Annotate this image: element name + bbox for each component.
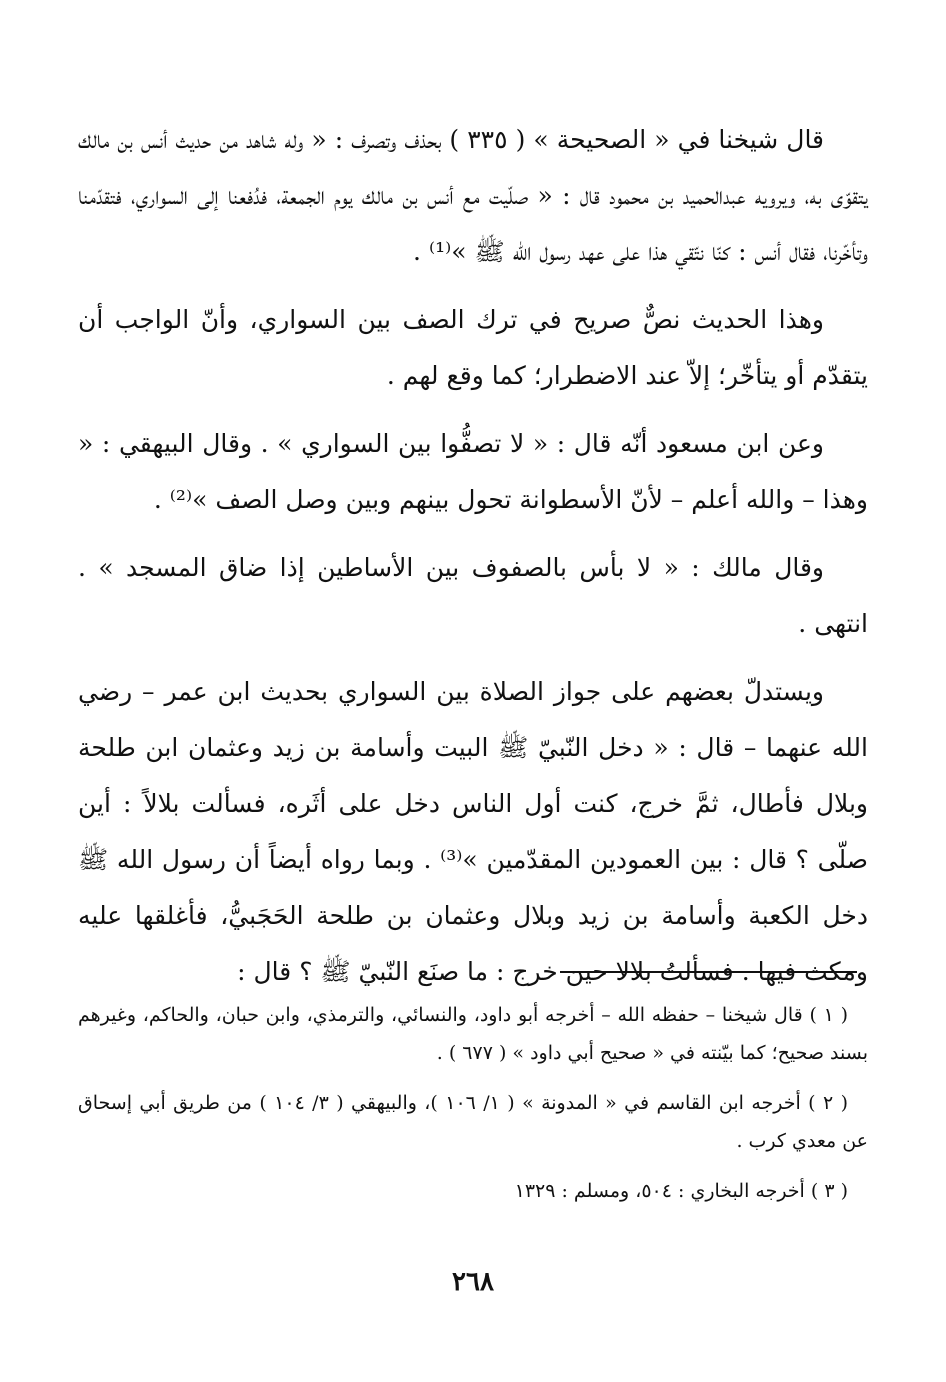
paragraph-5: ويستدلّ بعضهم على جواز الصلاة بين السواري بحديث ابن عمر – رضي الله عنهما – قال : « دخل النّبيّ ﷺ البيت وأسامة بن زيد وعثمان ابن طلحة وبلال فأطال، ثمَّ خرج، كنت أول الناس دخل على أثَره، فسألت بلالاً : أين صلّى ؟ قال : بين العمودين المقدّمين »⁽³⁾ . وبما رواه أيضاً أن رسول الله ﷺ دخل الكعبة وأسامة بن زيد وبلال وعثمان بن طلحة الحَجَبيُّ، فأغلقها عليه ومكث فيها . فسألتُ بلالا حين خرج : ما صنَع النّبيّ ﷺ ؟ قال : [78, 677, 868, 986]
footnote-divider [560, 971, 857, 973]
footnote-2: ( ٢ ) أخرجه ابن القاسم في « المدونة » ( ١/ ١٠٦ )، والبيهقي ( ٣/ ١٠٤ ) من طريق أبي إسحاق عن معدي كرب . [78, 1092, 868, 1152]
paragraph-4: وقال مالك : « لا بأس بالصفوف بين الأساطين إذا ضاق المسجد » . انتهى . [78, 553, 868, 638]
paragraph-1: قال شيخنا في « الصحيحة » ( ٣٣٥ ) بحذف وتصرف : « وله شاهد من حديث أنس بن مالك يتقوّى به، ويرويه عبدالحميد بن محمود قال : « صلّيت مع أنس بن مالك يوم الجمعة، فدُفعنا إلى السواري، فتقدّمنا وتأخّرنا، فقال أنس : كنّا نتّقي هذا على عهد رسول الله ﷺ »⁽¹⁾ . [78, 125, 868, 266]
paragraph-3: وعن ابن مسعود أنّه قال : « لا تصفُّوا بين السواري » . وقال البيهقي : « وهذا – والله أعلم – لأنّ الأسطوانة تحول بينهم وبين وصل الصف »⁽²⁾ . [78, 429, 868, 514]
footnote-3: ( ٣ ) أخرجه البخاري : ٥٠٤، ومسلم : ١٣٢٩ [514, 1180, 848, 1202]
page-number: ٢٦٨ [452, 1267, 494, 1297]
main-text [78, 112, 868, 1000]
paragraph-2: وهذا الحديث نصٌّ صريح في ترك الصف بين السواري، وأنّ الواجب أن يتقدّم أو يتأخّر؛ إلاّ عند الاضطرار؛ كما وقع لهم . [78, 305, 868, 390]
footnote-1: ( ١ ) قال شيخنا – حفظه الله – أخرجه أبو داود، والنسائي، والترمذي، وابن حبان، والحاكم، وغيرهم بسند صحيح؛ كما بيّنته في « صحيح أبي داود » ( ٦٧٧ ) . [78, 1004, 868, 1064]
footnotes [78, 996, 868, 1222]
